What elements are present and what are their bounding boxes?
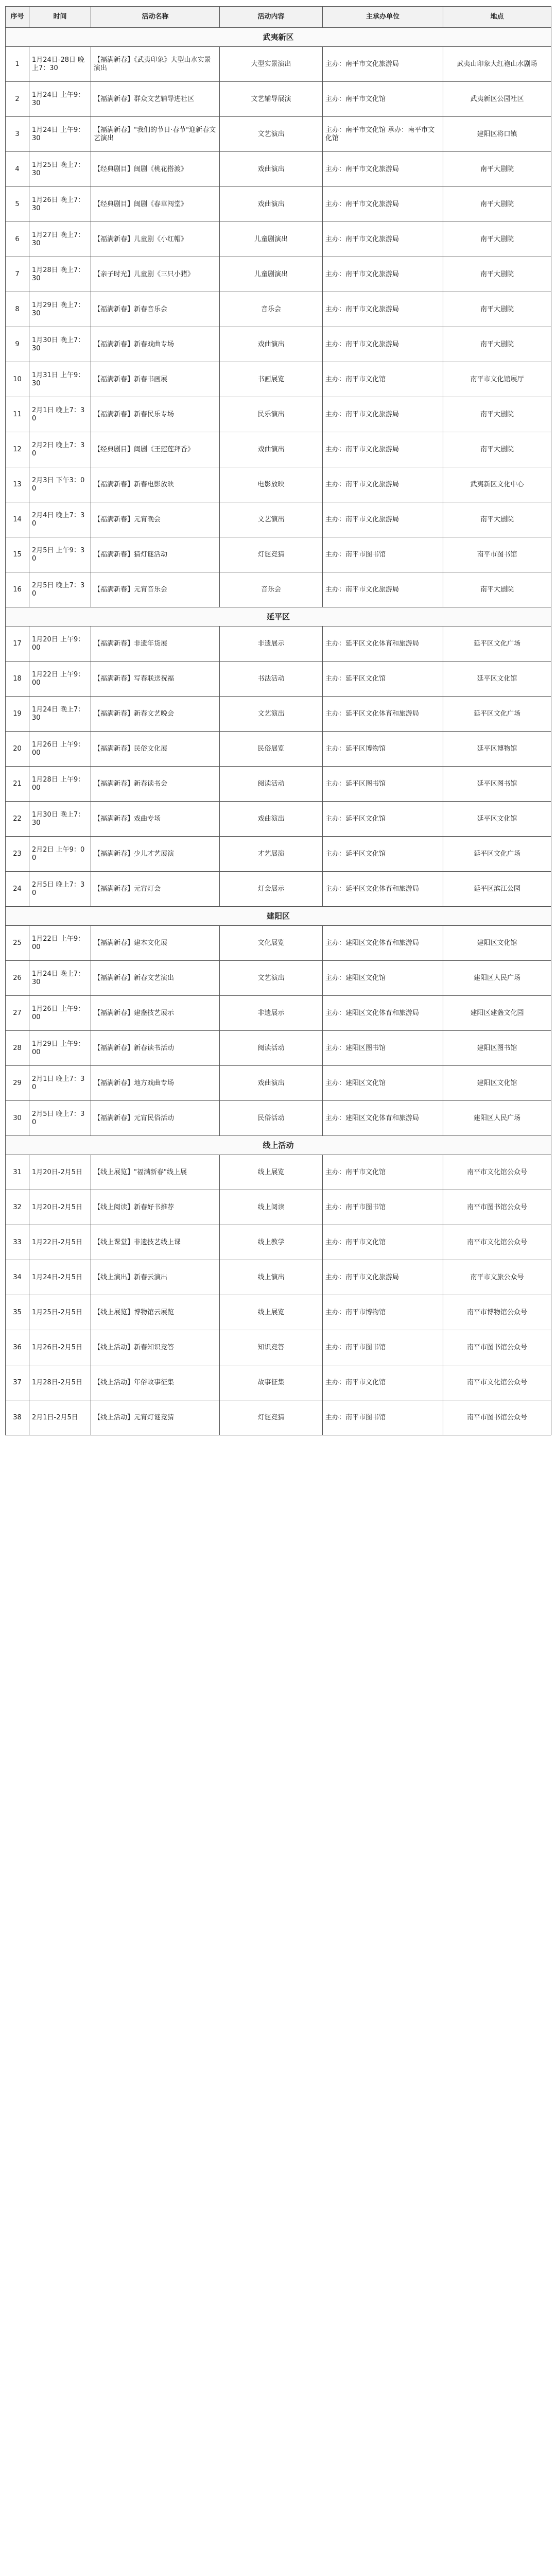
header-time: 时间: [29, 7, 91, 28]
cell-event-content: 阅读活动: [220, 1031, 323, 1066]
cell-event-name: 【福满新春】新春民乐专场: [91, 397, 220, 432]
cell-index: 10: [6, 362, 29, 397]
cell-location: 建阳区将口镇: [443, 117, 551, 152]
cell-index: 2: [6, 82, 29, 117]
cell-event-name: 【线上阅读】新春好书推荐: [91, 1190, 220, 1225]
cell-event-content: 文艺演出: [220, 502, 323, 537]
table-row: [6, 327, 551, 362]
cell-event-content: 文艺演出: [220, 117, 323, 152]
cell-location: 南平大剧院: [443, 397, 551, 432]
cell-organizer: 主办：南平市文化馆: [323, 1365, 443, 1400]
cell-organizer: 主办：南平市文化馆: [323, 1155, 443, 1190]
table-row: [6, 1066, 551, 1101]
cell-time: 2月1日 晚上7：30: [29, 397, 91, 432]
table-row: [6, 767, 551, 802]
cell-event-content: 文艺辅导展演: [220, 82, 323, 117]
section-row: [6, 607, 551, 626]
cell-location: 建阳区文化馆: [443, 1066, 551, 1101]
cell-event-name: 【线上活动】元宵灯谜竞猜: [91, 1400, 220, 1435]
cell-index: 37: [6, 1365, 29, 1400]
cell-event-content: 线上演出: [220, 1260, 323, 1295]
cell-event-content: 故事征集: [220, 1365, 323, 1400]
cell-time: 1月20日-2月5日: [29, 1190, 91, 1225]
schedule-document: [5, 6, 551, 1435]
cell-organizer: 主办：南平市文化旅游局: [323, 432, 443, 467]
table-row: [6, 1155, 551, 1190]
cell-index: 15: [6, 537, 29, 572]
cell-time: 1月24日 上午9：30: [29, 82, 91, 117]
cell-index: 14: [6, 502, 29, 537]
cell-index: 21: [6, 767, 29, 802]
table-row: [6, 397, 551, 432]
cell-event-content: 非遗展示: [220, 626, 323, 662]
cell-event-content: 音乐会: [220, 572, 323, 607]
cell-event-content: 戏曲演出: [220, 187, 323, 222]
cell-event-content: 戏曲演出: [220, 432, 323, 467]
cell-index: 34: [6, 1260, 29, 1295]
cell-location: 南平大剧院: [443, 187, 551, 222]
cell-organizer: 主办：南平市图书馆: [323, 1400, 443, 1435]
table-row: [6, 1400, 551, 1435]
cell-organizer: 主办：南平市文化馆 承办：南平市文化馆: [323, 117, 443, 152]
cell-location: 南平大剧院: [443, 152, 551, 187]
cell-index: 18: [6, 662, 29, 697]
cell-organizer: 主办：建阳区文化体育和旅游局: [323, 926, 443, 961]
cell-time: 1月24日 上午9：30: [29, 117, 91, 152]
cell-time: 2月5日 晚上7：30: [29, 872, 91, 907]
table-row: [6, 996, 551, 1031]
cell-location: 南平大剧院: [443, 502, 551, 537]
cell-organizer: 主办：南平市文化旅游局: [323, 502, 443, 537]
cell-index: 16: [6, 572, 29, 607]
table-row: [6, 1225, 551, 1260]
cell-organizer: 主办：南平市文化旅游局: [323, 47, 443, 82]
section-title: 建阳区: [6, 907, 551, 926]
cell-organizer: 主办：延平区文化体育和旅游局: [323, 697, 443, 732]
cell-organizer: 主办：南平市文化旅游局: [323, 467, 443, 502]
cell-time: 1月31日 上午9：30: [29, 362, 91, 397]
cell-time: 1月28日 晚上7：30: [29, 257, 91, 292]
cell-organizer: 主办：南平市图书馆: [323, 537, 443, 572]
cell-event-content: 文化展览: [220, 926, 323, 961]
cell-event-content: 民俗活动: [220, 1101, 323, 1136]
cell-index: 13: [6, 467, 29, 502]
cell-event-content: 知识竞答: [220, 1330, 323, 1365]
cell-index: 26: [6, 961, 29, 996]
cell-organizer: 主办：南平市文化旅游局: [323, 572, 443, 607]
cell-event-content: 线上阅读: [220, 1190, 323, 1225]
cell-event-name: 【福满新春】建本文化展: [91, 926, 220, 961]
cell-event-content: 戏曲演出: [220, 802, 323, 837]
cell-event-content: 戏曲演出: [220, 1066, 323, 1101]
cell-event-name: 【福满新春】猜灯谜活动: [91, 537, 220, 572]
cell-organizer: 主办：延平区文化馆: [323, 837, 443, 872]
cell-index: 6: [6, 222, 29, 257]
cell-event-content: 电影放映: [220, 467, 323, 502]
cell-time: 2月5日 晚上7：30: [29, 1101, 91, 1136]
cell-index: 30: [6, 1101, 29, 1136]
cell-index: 33: [6, 1225, 29, 1260]
table-row: [6, 961, 551, 996]
cell-location: 延平区文化广场: [443, 837, 551, 872]
cell-location: 南平市图书馆公众号: [443, 1190, 551, 1225]
cell-event-name: 【福满新春】元宵音乐会: [91, 572, 220, 607]
table-row: [6, 187, 551, 222]
cell-organizer: 主办：建阳区图书馆: [323, 1031, 443, 1066]
cell-index: 17: [6, 626, 29, 662]
cell-location: 南平市图书馆公众号: [443, 1330, 551, 1365]
header-row: [6, 7, 551, 28]
cell-time: 1月28日-2月5日: [29, 1365, 91, 1400]
cell-organizer: 主办：南平市文化旅游局: [323, 397, 443, 432]
cell-location: 延平区文化馆: [443, 662, 551, 697]
cell-organizer: 主办：南平市文化旅游局: [323, 327, 443, 362]
cell-event-content: 线上展览: [220, 1295, 323, 1330]
cell-event-name: 【福满新春】民俗文化展: [91, 732, 220, 767]
table-row: [6, 662, 551, 697]
cell-location: 延平区滨江公园: [443, 872, 551, 907]
cell-index: 29: [6, 1066, 29, 1101]
cell-index: 25: [6, 926, 29, 961]
table-row: [6, 292, 551, 327]
cell-organizer: 主办：南平市文化馆: [323, 362, 443, 397]
cell-organizer: 主办：南平市文化旅游局: [323, 292, 443, 327]
cell-index: 4: [6, 152, 29, 187]
cell-index: 32: [6, 1190, 29, 1225]
table-row: [6, 802, 551, 837]
cell-time: 1月29日 上午9：00: [29, 1031, 91, 1066]
cell-organizer: 主办：南平市文化馆: [323, 1225, 443, 1260]
cell-location: 武夷新区公园社区: [443, 82, 551, 117]
cell-location: 南平市文旅公众号: [443, 1260, 551, 1295]
cell-event-name: 【福满新春】群众文艺辅导进社区: [91, 82, 220, 117]
cell-event-name: 【福满新春】戏曲专场: [91, 802, 220, 837]
cell-time: 2月4日 晚上7：30: [29, 502, 91, 537]
table-row: [6, 926, 551, 961]
table-row: [6, 697, 551, 732]
cell-organizer: 主办：延平区文化馆: [323, 662, 443, 697]
table-row: [6, 432, 551, 467]
events-table: [5, 6, 551, 1435]
cell-location: 建阳区人民广场: [443, 961, 551, 996]
cell-time: 1月27日 晚上7：30: [29, 222, 91, 257]
cell-location: 南平市博物馆公众号: [443, 1295, 551, 1330]
cell-time: 1月30日 晚上7：30: [29, 802, 91, 837]
cell-event-name: 【经典剧目】闽剧《春草闯堂》: [91, 187, 220, 222]
cell-event-content: 戏曲演出: [220, 327, 323, 362]
cell-event-name: 【福满新春】新春文艺演出: [91, 961, 220, 996]
section-title: 线上活动: [6, 1136, 551, 1155]
cell-event-content: 书画展览: [220, 362, 323, 397]
cell-event-name: 【福满新春】新春文艺晚会: [91, 697, 220, 732]
cell-location: 延平区图书馆: [443, 767, 551, 802]
table-row: [6, 1190, 551, 1225]
cell-location: 武夷新区文化中心: [443, 467, 551, 502]
cell-time: 2月2日 上午9：00: [29, 837, 91, 872]
cell-event-content: 民俗展览: [220, 732, 323, 767]
table-row: [6, 1365, 551, 1400]
cell-index: 31: [6, 1155, 29, 1190]
cell-event-content: 才艺展演: [220, 837, 323, 872]
cell-event-name: 【福满新春】"我们的节日·春节"迎新春文艺演出: [91, 117, 220, 152]
cell-event-name: 【经典剧目】闽剧《桃花搭渡》: [91, 152, 220, 187]
cell-location: 武夷山印象大红袍山水剧场: [443, 47, 551, 82]
cell-index: 12: [6, 432, 29, 467]
cell-index: 22: [6, 802, 29, 837]
table-row: [6, 467, 551, 502]
cell-event-name: 【经典剧目】闽剧《王莲莲拜香》: [91, 432, 220, 467]
cell-organizer: 主办：建阳区文化馆: [323, 1066, 443, 1101]
cell-event-name: 【线上演出】新春云演出: [91, 1260, 220, 1295]
header-event-name: 活动名称: [91, 7, 220, 28]
cell-organizer: 主办：南平市文化旅游局: [323, 257, 443, 292]
header-index: 序号: [6, 7, 29, 28]
cell-location: 南平大剧院: [443, 327, 551, 362]
cell-event-content: 灯谜竞猜: [220, 1400, 323, 1435]
cell-organizer: 主办：南平市文化旅游局: [323, 222, 443, 257]
header-organizer: 主承办单位: [323, 7, 443, 28]
table-row: [6, 222, 551, 257]
cell-index: 20: [6, 732, 29, 767]
cell-index: 23: [6, 837, 29, 872]
cell-event-content: 儿童剧演出: [220, 222, 323, 257]
cell-event-name: 【福满新春】新春读书活动: [91, 1031, 220, 1066]
cell-location: 南平大剧院: [443, 257, 551, 292]
cell-index: 19: [6, 697, 29, 732]
cell-time: 2月1日 晚上7：30: [29, 1066, 91, 1101]
cell-time: 2月1日-2月5日: [29, 1400, 91, 1435]
cell-event-content: 线上教学: [220, 1225, 323, 1260]
cell-location: 延平区文化广场: [443, 697, 551, 732]
cell-index: 38: [6, 1400, 29, 1435]
cell-time: 1月26日 晚上7：30: [29, 187, 91, 222]
cell-time: 1月22日 上午9：00: [29, 662, 91, 697]
cell-time: 2月5日 晚上7：30: [29, 572, 91, 607]
cell-event-content: 线上展览: [220, 1155, 323, 1190]
cell-time: 1月30日 晚上7：30: [29, 327, 91, 362]
cell-organizer: 主办：南平市文化旅游局: [323, 187, 443, 222]
cell-event-name: 【福满新春】非遗年货展: [91, 626, 220, 662]
cell-organizer: 主办：南平市博物馆: [323, 1295, 443, 1330]
cell-event-name: 【福满新春】新春戏曲专场: [91, 327, 220, 362]
table-row: [6, 537, 551, 572]
cell-event-name: 【线上活动】新春知识竞答: [91, 1330, 220, 1365]
cell-time: 2月2日 晚上7：30: [29, 432, 91, 467]
section-title: 武夷新区: [6, 28, 551, 47]
cell-organizer: 主办：南平市文化旅游局: [323, 1260, 443, 1295]
cell-event-name: 【线上课堂】非遗技艺线上课: [91, 1225, 220, 1260]
cell-location: 南平大剧院: [443, 222, 551, 257]
cell-event-name: 【福满新春】建盏技艺展示: [91, 996, 220, 1031]
cell-event-name: 【亲子时光】儿童剧《三只小猪》: [91, 257, 220, 292]
cell-time: 1月22日 上午9：00: [29, 926, 91, 961]
cell-time: 1月25日 晚上7：30: [29, 152, 91, 187]
table-row: [6, 1031, 551, 1066]
cell-organizer: 主办：建阳区文化馆: [323, 961, 443, 996]
cell-event-name: 【福满新春】元宵民俗活动: [91, 1101, 220, 1136]
cell-event-name: 【线上展览】博物馆云展览: [91, 1295, 220, 1330]
cell-index: 36: [6, 1330, 29, 1365]
cell-event-name: 【福满新春】少儿才艺展演: [91, 837, 220, 872]
header-location: 地点: [443, 7, 551, 28]
cell-time: 1月25日-2月5日: [29, 1295, 91, 1330]
cell-event-content: 阅读活动: [220, 767, 323, 802]
table-row: [6, 152, 551, 187]
cell-index: 28: [6, 1031, 29, 1066]
cell-event-content: 大型实景演出: [220, 47, 323, 82]
table-row: [6, 362, 551, 397]
cell-index: 11: [6, 397, 29, 432]
cell-location: 南平市文化馆公众号: [443, 1155, 551, 1190]
cell-event-name: 【福满新春】《武夷印象》大型山水实景演出: [91, 47, 220, 82]
cell-index: 3: [6, 117, 29, 152]
table-row: [6, 117, 551, 152]
cell-location: 南平市文化馆公众号: [443, 1225, 551, 1260]
table-row: [6, 837, 551, 872]
cell-location: 南平大剧院: [443, 432, 551, 467]
table-row: [6, 1295, 551, 1330]
table-row: [6, 626, 551, 662]
cell-event-content: 戏曲演出: [220, 152, 323, 187]
cell-organizer: 主办：延平区图书馆: [323, 767, 443, 802]
cell-organizer: 主办：延平区文化体育和旅游局: [323, 872, 443, 907]
cell-event-name: 【福满新春】新春音乐会: [91, 292, 220, 327]
cell-location: 南平大剧院: [443, 292, 551, 327]
cell-location: 建阳区建盏文化园: [443, 996, 551, 1031]
cell-event-content: 灯会展示: [220, 872, 323, 907]
cell-time: 1月26日 上午9：00: [29, 732, 91, 767]
cell-location: 建阳区文化馆: [443, 926, 551, 961]
cell-organizer: 主办：建阳区文化体育和旅游局: [323, 996, 443, 1031]
cell-event-name: 【福满新春】元宵灯会: [91, 872, 220, 907]
table-row: [6, 1260, 551, 1295]
cell-event-name: 【福满新春】新春读书会: [91, 767, 220, 802]
table-row: [6, 47, 551, 82]
cell-location: 南平市图书馆公众号: [443, 1400, 551, 1435]
cell-event-name: 【福满新春】元宵晚会: [91, 502, 220, 537]
cell-event-content: 灯谜竞猜: [220, 537, 323, 572]
cell-organizer: 主办：南平市文化馆: [323, 82, 443, 117]
cell-location: 南平大剧院: [443, 572, 551, 607]
cell-event-content: 书法活动: [220, 662, 323, 697]
cell-event-name: 【线上展览】"福满新春"线上展: [91, 1155, 220, 1190]
table-row: [6, 732, 551, 767]
cell-location: 延平区文化馆: [443, 802, 551, 837]
cell-event-name: 【福满新春】新春书画展: [91, 362, 220, 397]
cell-location: 南平市图书馆: [443, 537, 551, 572]
table-row: [6, 502, 551, 537]
cell-index: 8: [6, 292, 29, 327]
cell-organizer: 主办：南平市文化旅游局: [323, 152, 443, 187]
cell-event-content: 文艺演出: [220, 961, 323, 996]
cell-time: 1月22日-2月5日: [29, 1225, 91, 1260]
cell-event-content: 儿童剧演出: [220, 257, 323, 292]
cell-location: 建阳区人民广场: [443, 1101, 551, 1136]
cell-organizer: 主办：建阳区文化体育和旅游局: [323, 1101, 443, 1136]
cell-time: 1月26日-2月5日: [29, 1330, 91, 1365]
table-row: [6, 257, 551, 292]
cell-event-content: 非遗展示: [220, 996, 323, 1031]
cell-index: 35: [6, 1295, 29, 1330]
cell-location: 建阳区图书馆: [443, 1031, 551, 1066]
cell-organizer: 主办：南平市图书馆: [323, 1330, 443, 1365]
cell-index: 7: [6, 257, 29, 292]
cell-organizer: 主办：延平区博物馆: [323, 732, 443, 767]
section-row: [6, 1136, 551, 1155]
cell-location: 南平市文化馆展厅: [443, 362, 551, 397]
section-row: [6, 907, 551, 926]
cell-organizer: 主办：南平市图书馆: [323, 1190, 443, 1225]
cell-organizer: 主办：延平区文化馆: [323, 802, 443, 837]
header-event-content: 活动内容: [220, 7, 323, 28]
cell-index: 1: [6, 47, 29, 82]
cell-time: 1月24日-28日 晚上7：30: [29, 47, 91, 82]
cell-event-content: 民乐演出: [220, 397, 323, 432]
section-row: [6, 28, 551, 47]
cell-event-name: 【福满新春】写春联送祝福: [91, 662, 220, 697]
cell-index: 24: [6, 872, 29, 907]
cell-index: 5: [6, 187, 29, 222]
table-row: [6, 82, 551, 117]
cell-time: 1月20日 上午9：00: [29, 626, 91, 662]
table-body: [6, 28, 551, 1435]
cell-time: 2月3日 下午3：00: [29, 467, 91, 502]
cell-time: 1月24日 晚上7：30: [29, 697, 91, 732]
table-row: [6, 872, 551, 907]
cell-time: 1月28日 上午9：00: [29, 767, 91, 802]
section-title: 延平区: [6, 607, 551, 626]
table-row: [6, 572, 551, 607]
cell-time: 1月20日-2月5日: [29, 1155, 91, 1190]
cell-time: 1月24日 晚上7：30: [29, 961, 91, 996]
cell-index: 27: [6, 996, 29, 1031]
cell-location: 延平区文化广场: [443, 626, 551, 662]
cell-event-name: 【线上活动】年俗故事征集: [91, 1365, 220, 1400]
cell-index: 9: [6, 327, 29, 362]
table-row: [6, 1101, 551, 1136]
cell-time: 1月29日 晚上7：30: [29, 292, 91, 327]
cell-event-name: 【福满新春】儿童剧《小红帽》: [91, 222, 220, 257]
cell-time: 1月24日-2月5日: [29, 1260, 91, 1295]
cell-event-content: 文艺演出: [220, 697, 323, 732]
cell-location: 延平区博物馆: [443, 732, 551, 767]
cell-location: 南平市文化馆公众号: [443, 1365, 551, 1400]
table-row: [6, 1330, 551, 1365]
cell-event-name: 【福满新春】新春电影放映: [91, 467, 220, 502]
cell-event-content: 音乐会: [220, 292, 323, 327]
cell-organizer: 主办：延平区文化体育和旅游局: [323, 626, 443, 662]
cell-time: 1月26日 上午9：00: [29, 996, 91, 1031]
cell-time: 2月5日 上午9：30: [29, 537, 91, 572]
cell-event-name: 【福满新春】地方戏曲专场: [91, 1066, 220, 1101]
